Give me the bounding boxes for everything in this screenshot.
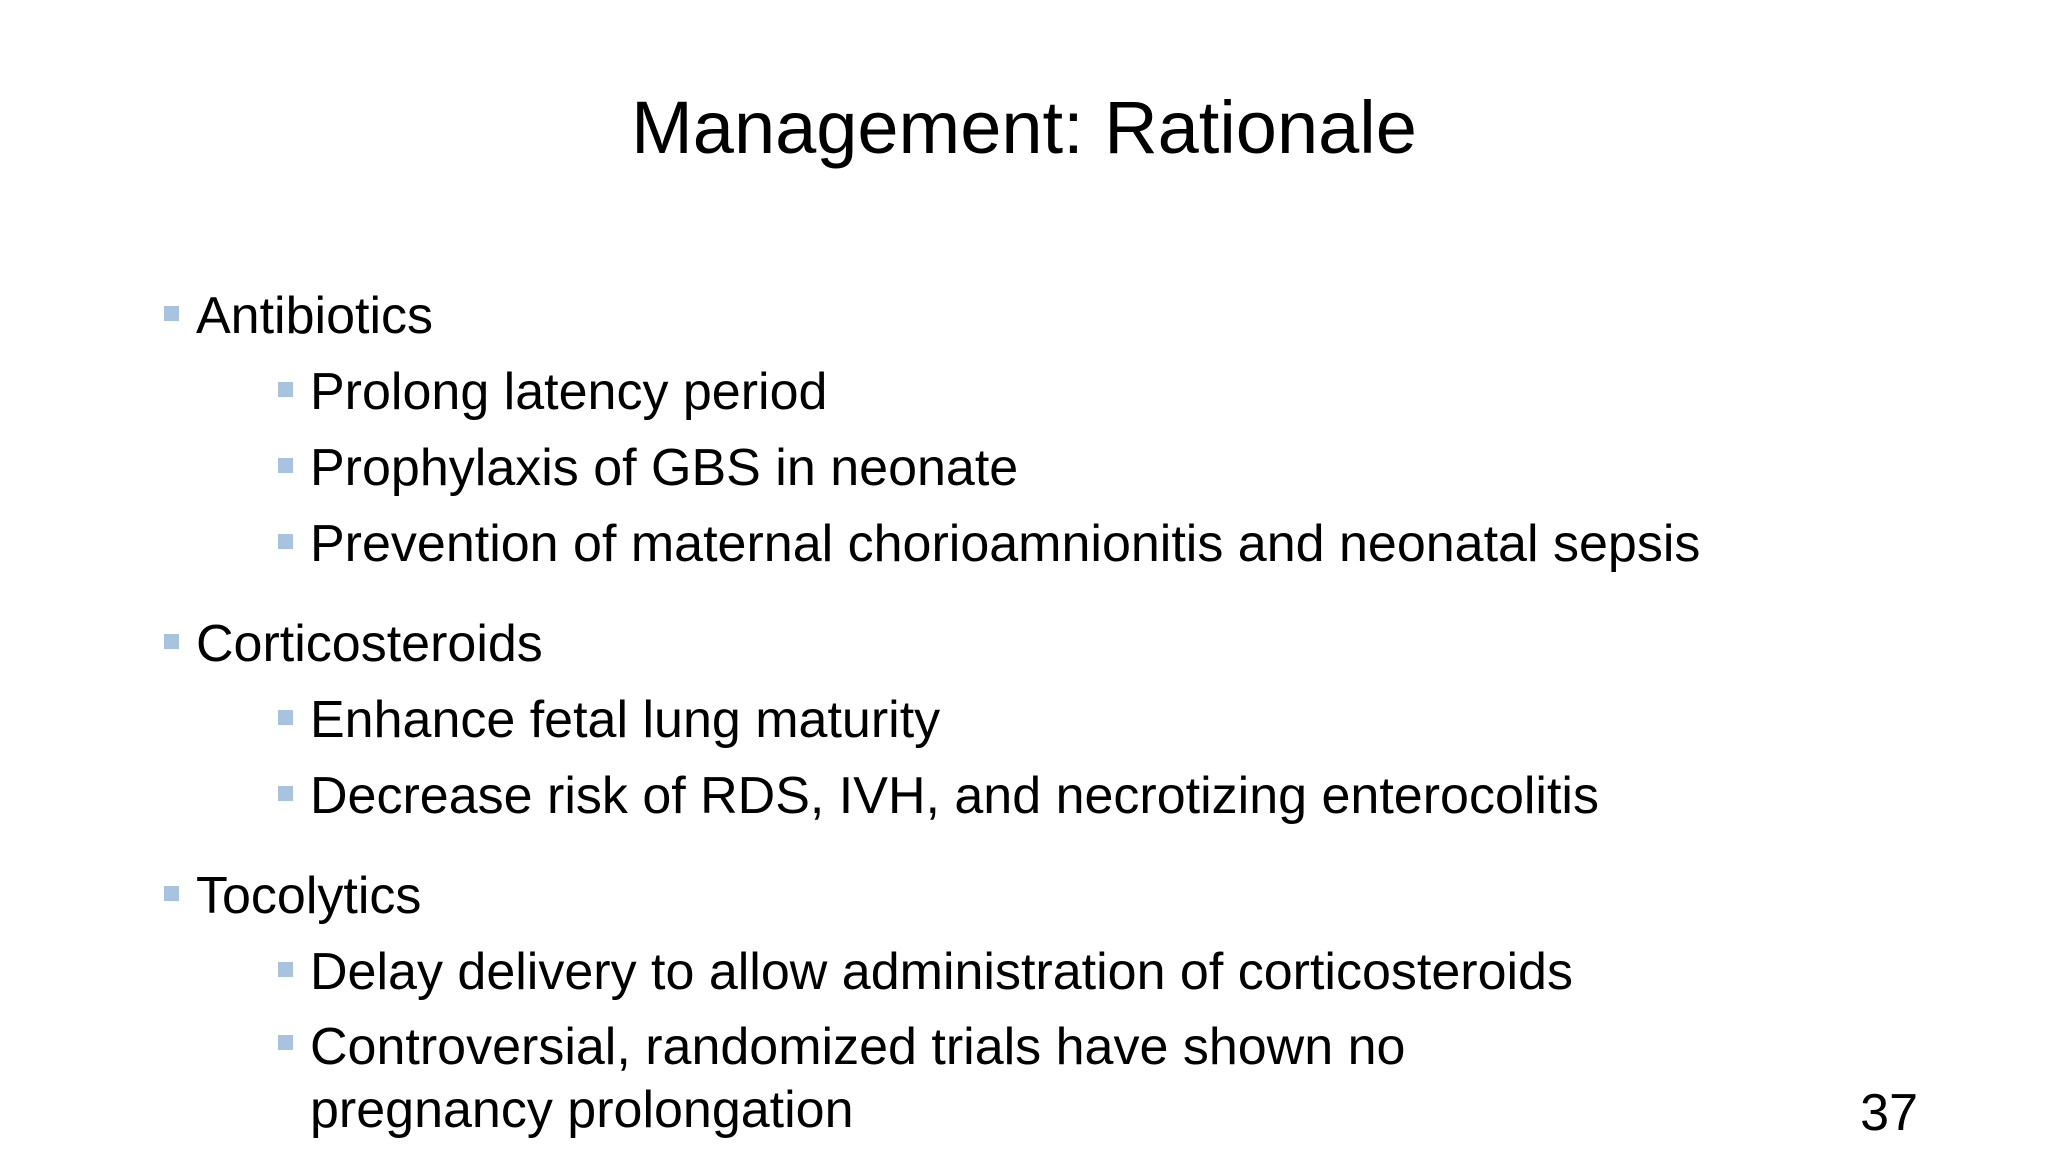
list-item bbox=[196, 354, 1860, 430]
square-bullet-icon bbox=[278, 962, 293, 977]
square-bullet-icon bbox=[278, 534, 293, 549]
slide-title: Management: Rationale bbox=[631, 86, 1417, 169]
square-bullet-icon bbox=[278, 458, 293, 473]
section-heading: Tocolytics bbox=[196, 867, 422, 925]
list-item bbox=[196, 934, 1860, 1010]
list-item-text: Prevention of maternal chorioamnionitis and neonatal sepsis bbox=[310, 515, 1701, 573]
list-item-text: Prophylaxis of GBS in neonate bbox=[310, 439, 1019, 497]
page-number: 37 bbox=[1860, 1084, 1918, 1142]
list-item-text: Enhance fetal lung maturity bbox=[310, 691, 941, 749]
square-bullet-icon bbox=[278, 710, 293, 725]
list-item bbox=[196, 430, 1860, 506]
square-bullet-icon bbox=[164, 634, 179, 649]
square-bullet-icon bbox=[278, 1035, 293, 1050]
square-bullet-icon bbox=[164, 306, 179, 321]
section-heading: Corticosteroids bbox=[196, 615, 543, 673]
section-corticosteroids bbox=[160, 606, 1860, 834]
list-item bbox=[196, 682, 1860, 758]
list-item-text: Delay delivery to allow administration of corticosteroids bbox=[310, 943, 1573, 1001]
list-item-text: Decrease risk of RDS, IVH, and necrotizing enterocolitis bbox=[310, 767, 1599, 825]
section-tocolytics bbox=[160, 858, 1860, 1142]
square-bullet-icon bbox=[278, 382, 293, 397]
square-bullet-icon bbox=[164, 886, 179, 901]
list-item-text: Prolong latency period bbox=[310, 363, 828, 421]
section-heading: Antibiotics bbox=[196, 287, 433, 345]
slide-content bbox=[160, 278, 1860, 1142]
list-item bbox=[196, 1010, 1510, 1142]
list-item bbox=[196, 758, 1860, 834]
list-item bbox=[196, 506, 1860, 582]
list-item-text: Controversial, randomized trials have shown no pregnancy prolongation bbox=[310, 1018, 1406, 1139]
square-bullet-icon bbox=[278, 786, 293, 801]
section-antibiotics bbox=[160, 278, 1860, 582]
